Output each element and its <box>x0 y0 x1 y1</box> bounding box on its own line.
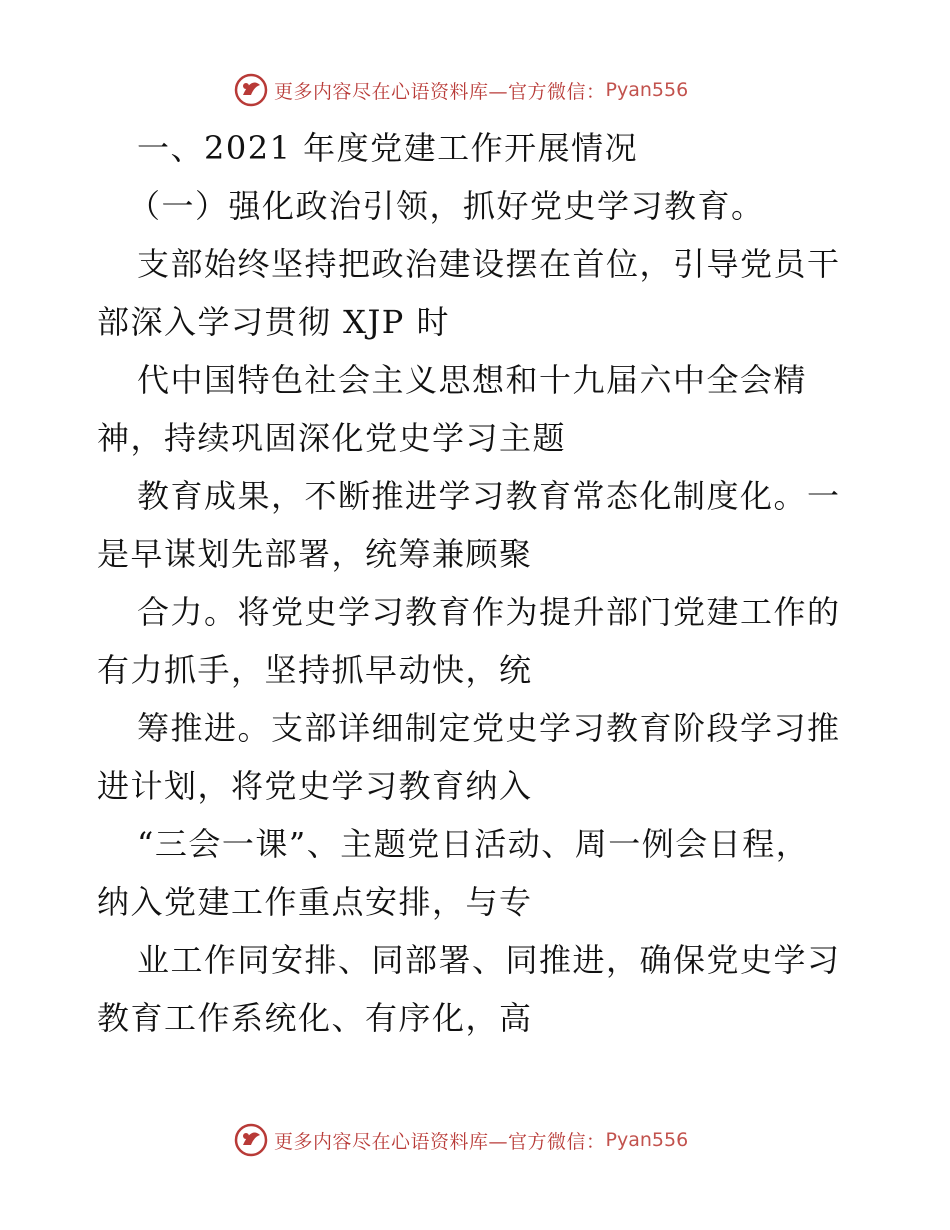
paragraph-line: 合力。将党史学习教育作为提升部门党建工作的 <box>137 593 841 631</box>
paragraph-line: “三会一课”、主题党日活动、周一例会日程， <box>137 825 810 863</box>
logo-icon <box>234 73 268 107</box>
watermark-contact: Pyan556 <box>605 79 689 101</box>
paragraph-line: 筹推进。支部详细制定党史学习教育阶段学习推 <box>137 709 841 747</box>
watermark-header <box>234 72 688 108</box>
logo-icon <box>234 1123 268 1157</box>
paragraph-line: 业工作同安排、同部署、同推进，确保党史学习 <box>137 941 841 979</box>
paragraph-line: 教育成果，不断推进学习教育常态化制度化。一 <box>137 477 841 515</box>
paragraph-line: 是早谋划先部署，统筹兼顾聚 <box>97 535 533 573</box>
paragraph-line: 进计划，将党史学习教育纳入 <box>97 767 533 805</box>
paragraph-line: 部深入学习贯彻 XJP 时 <box>97 303 450 341</box>
watermark-text: 更多内容尽在心语资料库—官方微信： <box>274 1130 606 1153</box>
watermark-text: 更多内容尽在心语资料库—官方微信： <box>274 80 606 103</box>
paragraph-line: 代中国特色社会主义思想和十九届六中全会精 <box>137 361 808 399</box>
watermark-footer <box>234 1122 688 1158</box>
paragraph-line: 有力抓手，坚持抓早动快，统 <box>97 651 533 689</box>
paragraph-line: 纳入党建工作重点安排，与专 <box>97 883 533 921</box>
paragraph-line: 支部始终坚持把政治建设摆在首位，引导党员干 <box>137 245 841 283</box>
paragraph-line: 神，持续巩固深化党史学习主题 <box>97 419 567 457</box>
heading-section-1: 一、2021 年度党建工作开展情况 <box>137 129 639 167</box>
watermark-contact: Pyan556 <box>605 1129 689 1151</box>
heading-subsection-1: （一）强化政治引领，抓好党史学习教育。 <box>128 187 765 225</box>
paragraph-line: 教育工作系统化、有序化，高 <box>97 999 533 1037</box>
